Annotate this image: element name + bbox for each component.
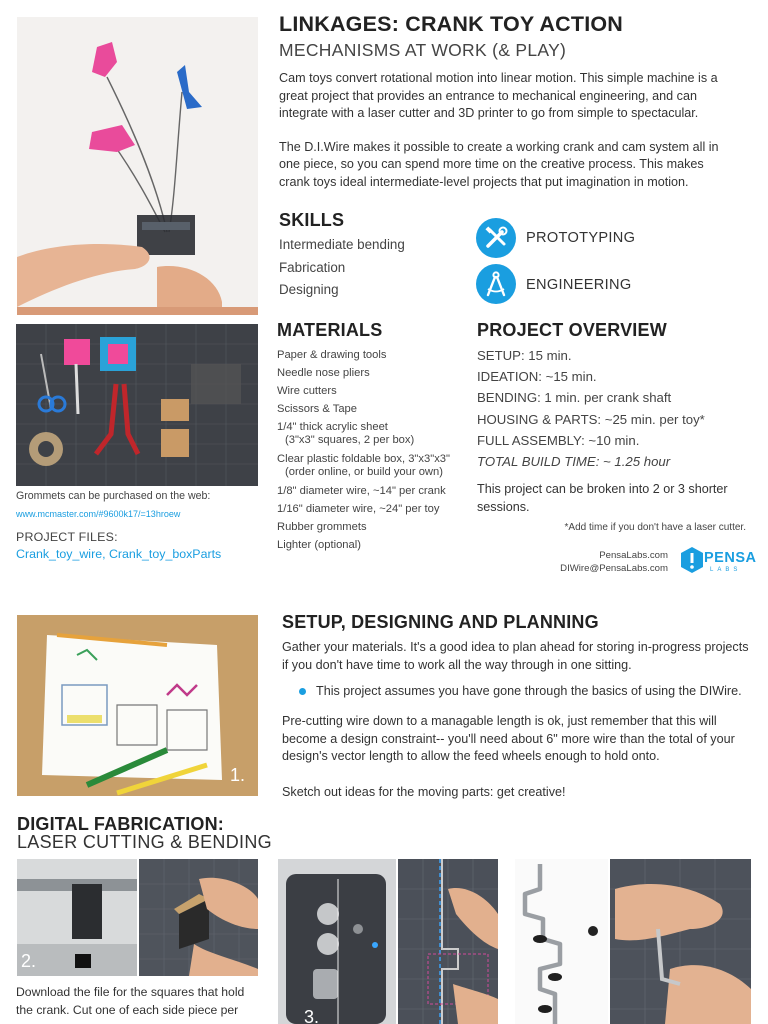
setup-bullet-text: This project assumes you have gone through the basics of using the DIWire. [316,684,742,698]
intro-paragraph-2: The D.I.Wire makes it possible to create a working crank and cam system all in one piece, so you can spend more time on the creative process. This makes crank toys ideal intermediate-level projects that put imagination in motion. [279,139,719,189]
grommets-note: Grommets can be purchased on the web: [16,490,211,502]
overview-total: TOTAL BUILD TIME: ~ 1.25 hour [477,453,671,469]
digital-caption: Download the file for the squares that hold the crank. Cut one of each side piece per [16,985,245,1017]
step-number-1: 1. [230,765,246,785]
overview-list [477,348,757,475]
setup-paragraph-2: Pre-cutting wire down to a managable length is ok, just remember that this will become a design constraint-- you'll need about 6" more wire than the total of your design's vector length to allow the feed wheels enough to hold onto. [282,714,735,763]
compass-icon [476,264,516,304]
skill-item: Fabrication [279,259,346,275]
material-item: 1/16" diameter wire, ~24" per toy [277,503,440,515]
badge-label-engineering: ENGINEERING [526,277,632,293]
logo-subtext: LABS [710,567,742,573]
bullet-dot [299,688,306,695]
digital-heading-line1: DIGITAL FABRICATION: [17,814,224,834]
grommets-link[interactable]: www.mcmaster.com/#9600k17/=13hroew [16,509,181,519]
project-files-heading: PROJECT FILES: [16,530,118,544]
material-item: Needle nose pliers [277,367,370,379]
setup-heading: SETUP, DESIGNING AND PLANNING [282,612,599,632]
overview-item: IDEATION: ~15 min. [477,369,597,385]
logo-text: PENSA [704,550,757,566]
bent-wire-photo [398,859,498,1024]
skill-item: Intermediate bending [279,237,405,252]
contact-website: PensaLabs.com [599,550,668,561]
material-item: Rubber grommets [277,521,367,533]
overview-item: FULL ASSEMBLY: ~10 min. [477,432,640,448]
hero-photo-crank-toy [17,17,258,315]
materials-heading: MATERIALS [277,320,383,340]
material-item-detail: (order online, or build your own) [285,466,443,478]
materials-photo-tools [16,324,258,486]
material-item: 1/4" thick acrylic sheet [277,421,388,433]
material-item-detail: (3"x3" squares, 2 per box) [285,434,415,446]
material-item: Lighter (optional) [277,539,361,551]
project-files-links[interactable]: Crank_toy_wire, Crank_toy_boxParts [16,547,222,561]
setup-paragraph-1: Gather your materials. It's a good idea to plan ahead for storing in-progress projects if you don't have time to work all the way through in one sitting. [282,640,749,672]
step-number-2: 2. [21,951,37,971]
material-item: Wire cutters [277,385,337,397]
hand-holding-crank-photo [610,859,751,1024]
material-item: 1/8" diameter wire, ~14" per crank [277,485,446,497]
overview-item: SETUP: 15 min. [477,348,572,363]
intro-paragraph-1: Cam toys convert rotational motion into linear motion. This simple machine is a great project that provides an entrance to mechanical engineering, and can integrate with a laser cutter and 3D printer to go from simple to spectacular. [279,71,718,120]
tools-icon [476,218,516,258]
skill-item: Designing [279,282,339,298]
skills-list [279,237,405,305]
overview-note: This project can be broken into 2 or 3 shorter sessions. [477,482,728,514]
overview-item: HOUSING & PARTS: ~25 min. per toy* [477,411,705,427]
overview-heading: PROJECT OVERVIEW [477,320,667,340]
setup-paragraph-3: Sketch out ideas for the moving parts: get creative! [282,785,566,799]
badge-label-prototyping: PROTOTYPING [526,230,636,246]
step-number-3: 3. [304,1007,320,1024]
material-item: Clear plastic foldable box, 3"x3"x3" [277,453,450,465]
page-subtitle: MECHANISMS AT WORK (& PLAY) [279,40,567,60]
materials-list [277,346,462,554]
material-item: Scissors & Tape [277,403,358,415]
pensa-labs-logo [676,545,757,579]
skills-heading: SKILLS [279,210,345,230]
material-item: Paper & drawing tools [277,349,387,361]
digital-heading-line2: LASER CUTTING & BENDING [17,832,272,852]
sketch-photo [17,615,258,796]
assembly-hands-photo [139,859,258,976]
laser-cutter-photo [17,859,137,976]
diwire-machine-photo [278,859,396,1024]
contact-block [540,549,668,575]
contact-email: DIWire@PensaLabs.com [560,563,668,574]
overview-item: BENDING: 1 min. per crank shaft [477,390,672,406]
overview-footnote: *Add time if you don't have a laser cutter. [564,522,746,533]
page-title: LINKAGES: CRANK TOY ACTION [279,12,624,36]
crank-shaft-photo [515,859,608,1024]
